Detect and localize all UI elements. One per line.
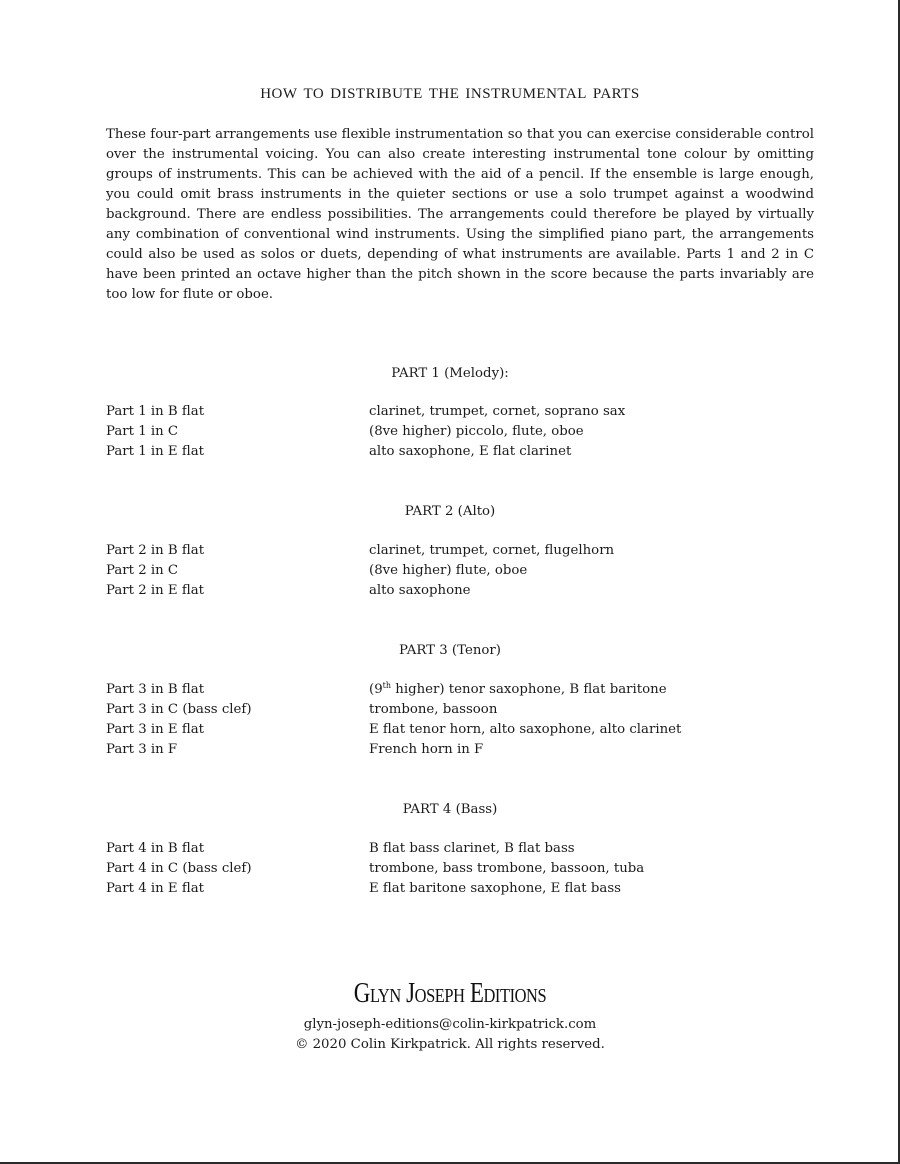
- part-label: Part 3 in E flat: [106, 722, 205, 737]
- part-label: Part 3 in F: [106, 742, 178, 757]
- part-label: Part 3 in B flat: [106, 682, 205, 697]
- list-item: [106, 839, 806, 859]
- page-title: how to distribute the instrumental parts: [260, 78, 640, 103]
- instrument-list: trombone, bassoon: [369, 702, 498, 717]
- list-item: [106, 422, 806, 442]
- instrument-list: alto saxophone: [369, 583, 471, 598]
- part-label: Part 3 in C (bass clef): [106, 702, 252, 717]
- instrument-rest: higher) tenor saxophone, B flat baritone: [391, 682, 667, 697]
- part-1-list: [106, 402, 806, 462]
- part-3-list: [106, 680, 806, 760]
- list-item: [106, 720, 806, 740]
- part-label: Part 4 in B flat: [106, 841, 205, 856]
- instrument-list: clarinet, trumpet, cornet, flugelhorn: [369, 543, 615, 558]
- ordinal-superscript: th: [382, 681, 392, 690]
- instrument-list: (8ve higher) flute, oboe: [369, 563, 528, 578]
- list-item: [106, 402, 806, 422]
- part-2-list: [106, 541, 806, 601]
- instrument-list: B flat bass clarinet, B flat bass: [369, 841, 575, 856]
- list-item: [106, 879, 806, 899]
- instrument-list: alto saxophone, E flat clarinet: [369, 444, 572, 459]
- section-heading-part-4: PART 4 (Bass): [402, 802, 498, 817]
- instrument-list: French horn in F: [369, 742, 484, 757]
- list-item: [106, 859, 806, 879]
- part-label: Part 2 in B flat: [106, 543, 205, 558]
- instrument-list: trombone, bass trombone, bassoon, tuba: [369, 861, 645, 876]
- section-heading-part-1: PART 1 (Melody):: [391, 366, 509, 381]
- section-heading-part-2: PART 2 (Alto): [404, 504, 496, 519]
- part-label: Part 1 in B flat: [106, 404, 205, 419]
- list-item: [106, 561, 806, 581]
- copyright-notice: © 2020 Colin Kirkpatrick. All rights reserved.: [295, 1037, 605, 1052]
- part-label: Part 4 in E flat: [106, 881, 205, 896]
- part-4-list: [106, 839, 806, 899]
- intro-paragraph: These four-part arrangements use flexible instrumentation so that you can exercise considerable control over the instrumental voicing. You can also create interesting instrumental tone colour by omitting groups of instruments. This can be achieved with the aid of a pencil. If the ensemble is large enough, you could omit brass instruments in the quieter sections or use a solo trumpet against a woodwind background. There are endless possibilities. The arrangements could therefore be played by virtually any combination of conventional wind instruments. Using the simplified piano part, the arrangements could also be used as solos or duets, depending of what instruments are available. Parts 1 and 2 in C have been printed an octave higher than the pitch shown in the score because the parts invariably are too low for flute or oboe.: [106, 127, 814, 302]
- part-label: Part 1 in C: [106, 424, 179, 439]
- instrument-list: E flat baritone saxophone, E flat bass: [369, 881, 621, 896]
- publisher-logo: Glyn Joseph Editions: [353, 978, 547, 1009]
- part-label: Part 4 in C (bass clef): [106, 861, 252, 876]
- list-item: [106, 740, 806, 760]
- instrument-list: E flat tenor horn, alto saxophone, alto clarinet: [369, 722, 682, 737]
- instrument-list: [369, 680, 667, 700]
- list-item: [106, 700, 806, 720]
- section-heading-part-3: PART 3 (Tenor): [399, 643, 501, 658]
- list-item: [106, 541, 806, 561]
- part-label: Part 1 in E flat: [106, 444, 205, 459]
- part-label: Part 2 in E flat: [106, 583, 205, 598]
- instrument-list: (8ve higher) piccolo, flute, oboe: [369, 424, 584, 439]
- list-item: [106, 581, 806, 601]
- list-item: [106, 442, 806, 462]
- contact-email: glyn-joseph-editions@colin-kirkpatrick.com: [303, 1017, 597, 1032]
- instrument-list: clarinet, trumpet, cornet, soprano sax: [369, 404, 626, 419]
- instrument-prefix: (9: [369, 682, 383, 697]
- list-item: [106, 680, 806, 700]
- part-label: Part 2 in C: [106, 563, 179, 578]
